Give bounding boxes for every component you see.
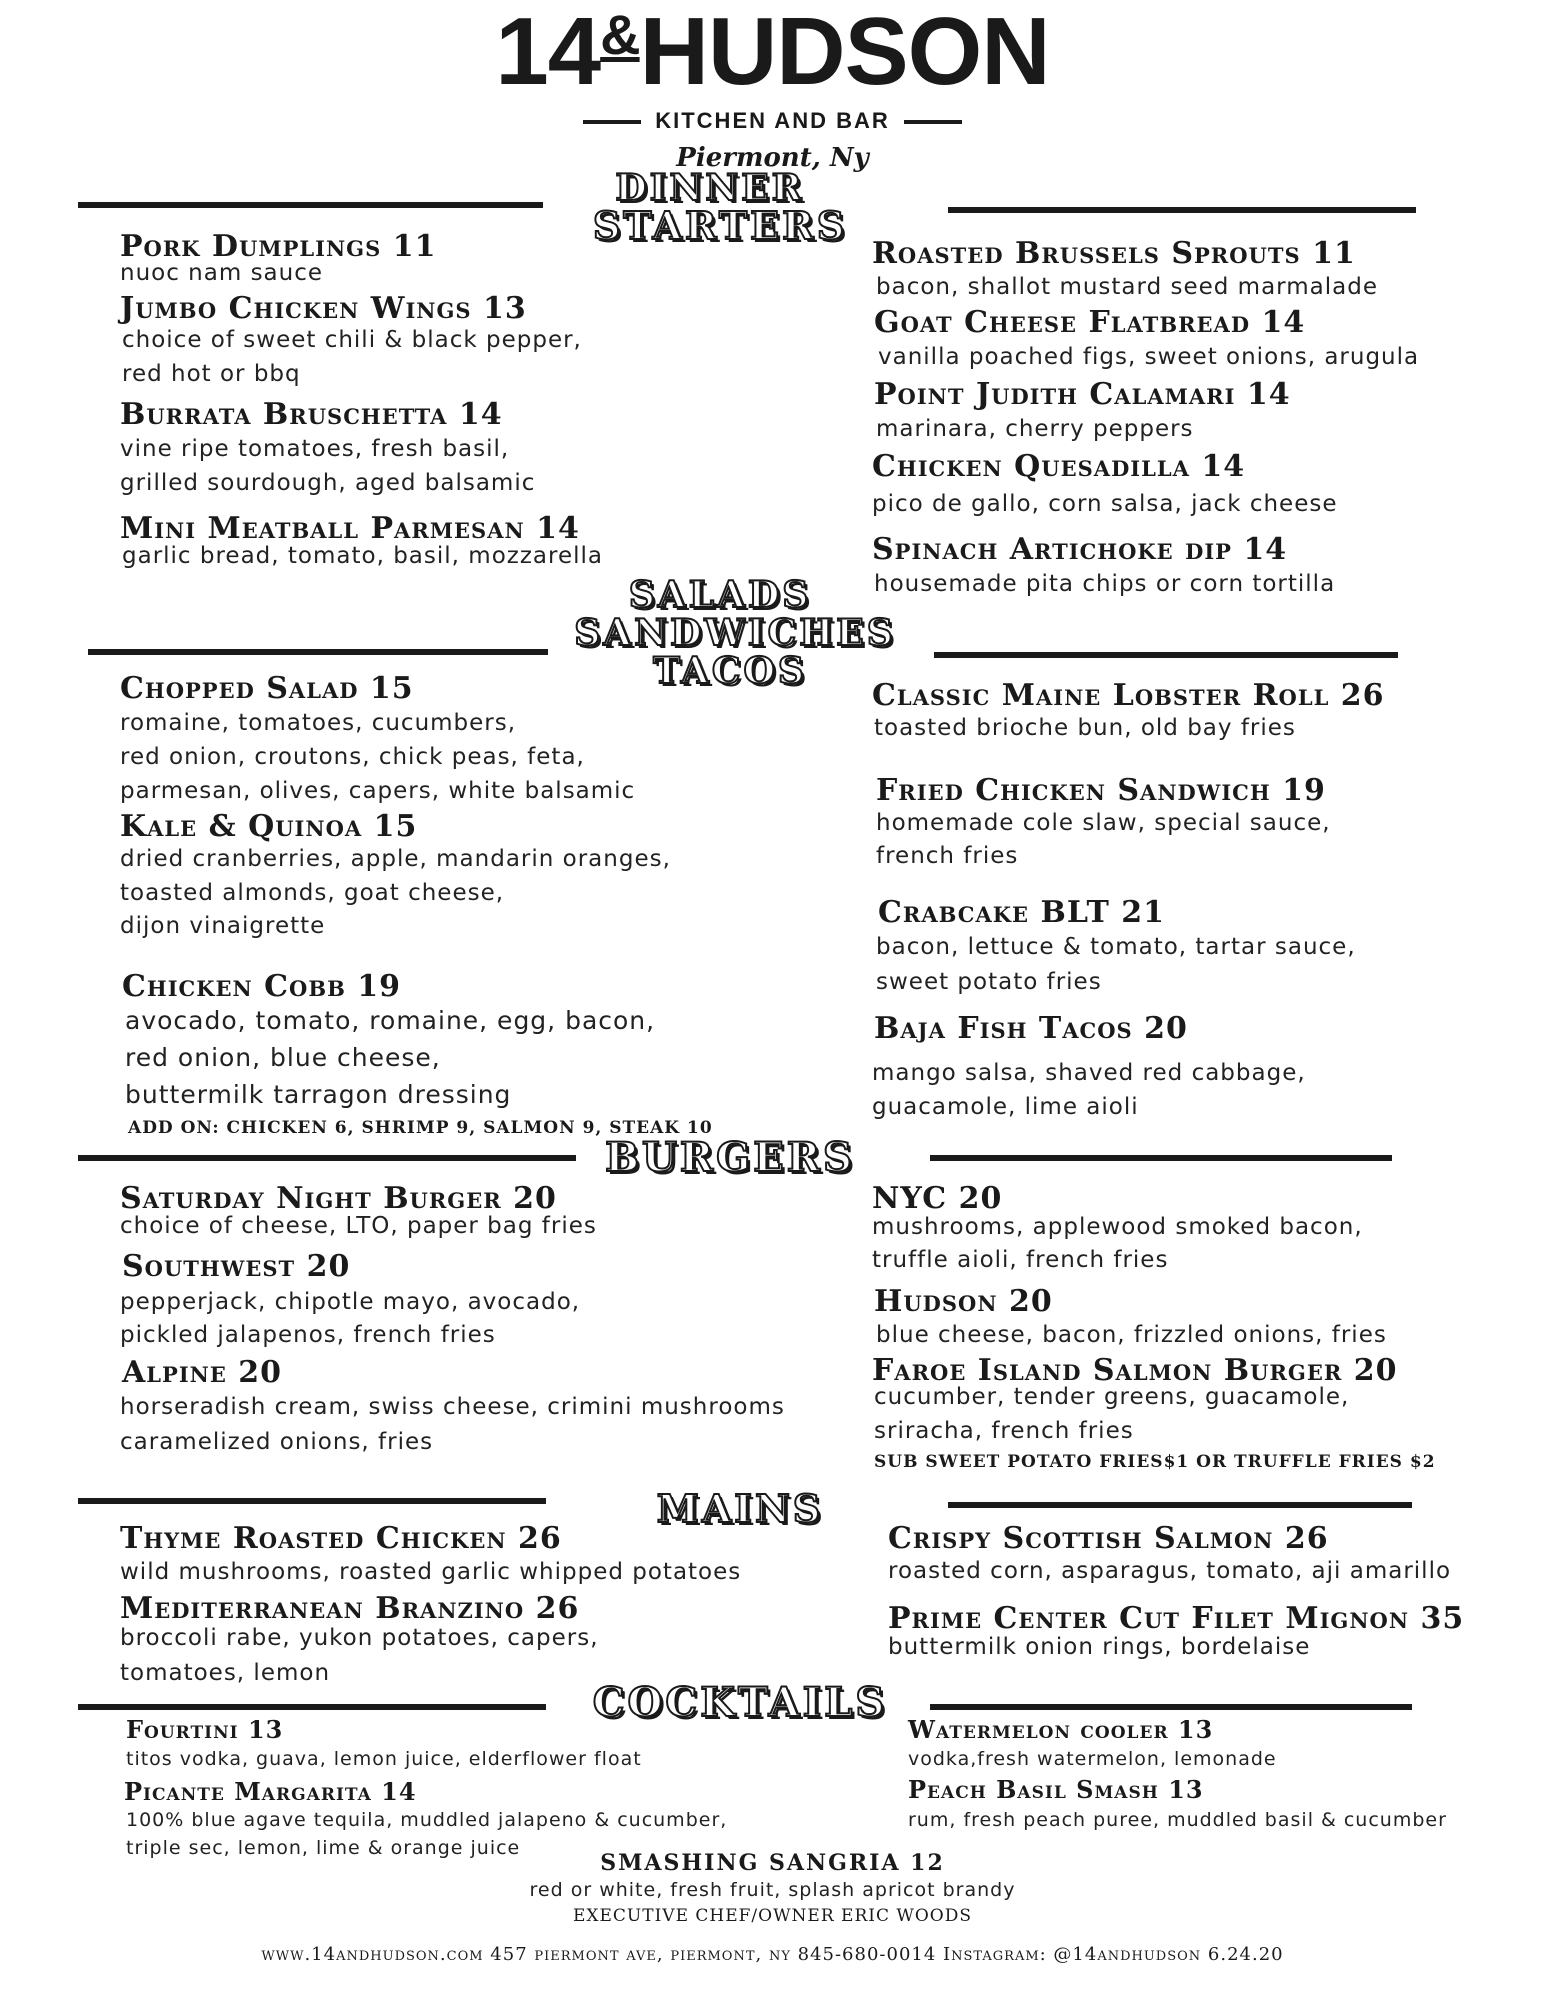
section-rule — [934, 652, 1398, 658]
menu-item-name: Chicken Quesadilla 14 — [872, 449, 1246, 484]
menu-item-name: Alpine 20 — [122, 1355, 283, 1390]
menu-item-desc: buttermilk onion rings, bordelaise — [888, 1634, 1311, 1660]
menu-item-desc: tomatoes, lemon — [120, 1660, 331, 1686]
menu-item-desc: garlic bread, tomato, basil, mozzarella — [122, 543, 603, 569]
menu-item-name: Faroe Island Salmon Burger 20 — [872, 1353, 1398, 1388]
menu-item-desc: bacon, shallot mustard seed marmalade — [876, 274, 1378, 300]
menu-item-desc: avocado, tomato, romaine, egg, bacon, — [125, 1006, 656, 1035]
cocktail-name: Picante Margarita 14 — [124, 1777, 417, 1806]
menu-item-desc: horseradish cream, swiss cheese, crimini mushrooms — [120, 1394, 785, 1420]
menu-item-name: NYC 20 — [872, 1181, 1003, 1216]
section-rule — [948, 1502, 1412, 1508]
logo-word: HUDSON — [639, 0, 1050, 105]
menu-item-name: Chicken Cobb 19 — [122, 969, 402, 1004]
menu-item-desc: bacon, lettuce & tomato, tartar sauce, — [876, 934, 1356, 960]
menu-item-desc: housemade pita chips or corn tortilla — [874, 571, 1336, 597]
subtitle-text: KITCHEN AND BAR — [655, 108, 890, 133]
menu-item-desc: mango salsa, shaved red cabbage, — [872, 1060, 1306, 1086]
logo-subtitle — [0, 108, 1545, 134]
menu-item-desc: marinara, cherry peppers — [876, 416, 1194, 442]
menu-item-desc: red onion, blue cheese, — [125, 1043, 441, 1072]
cocktail-name: Fourtini 13 — [126, 1715, 284, 1744]
menu-item-desc: sriracha, french fries — [874, 1418, 1134, 1444]
divider — [583, 120, 641, 124]
menu-item-name: Thyme Roasted Chicken 26 — [120, 1521, 562, 1556]
cocktail-desc: rum, fresh peach puree, muddled basil & cucumber — [908, 1809, 1447, 1831]
menu-item-desc: dried cranberries, apple, mandarin oranges, — [120, 846, 671, 872]
menu-item-name: Chopped Salad 15 — [120, 671, 414, 706]
menu-item-name: Jumbo Chicken Wings 13 — [120, 291, 527, 326]
cocktail-desc: vodka,fresh watermelon, lemonade — [908, 1748, 1277, 1770]
menu-item-desc: wild mushrooms, roasted garlic whipped potatoes — [120, 1559, 742, 1585]
menu-title: DINNER — [615, 167, 805, 209]
menu-item-name: Fried Chicken Sandwich 19 — [876, 773, 1326, 808]
menu-item-desc: roasted corn, asparagus, tomato, aji amarillo — [888, 1558, 1452, 1584]
cocktail-desc: triple sec, lemon, lime & orange juice — [126, 1837, 521, 1859]
section-rule — [930, 1155, 1392, 1161]
sangria-name: SMASHING SANGRIA 12 — [600, 1850, 945, 1876]
menu-item-name: Crabcake BLT 21 — [878, 895, 1165, 930]
menu-item-name: Baja Fish Tacos 20 — [874, 1011, 1188, 1046]
menu-item-name: Prime Center Cut Filet Mignon 35 — [888, 1601, 1465, 1636]
menu-item-desc: vine ripe tomatoes, fresh basil, — [120, 436, 510, 462]
section-rule — [88, 649, 548, 655]
menu-item-name: Kale & Quinoa 15 — [120, 809, 418, 844]
section-title-starters: STARTERS — [592, 203, 848, 248]
menu-item-desc: buttermilk tarragon dressing — [125, 1080, 512, 1109]
menu-item-name: Spinach Artichoke dip 14 — [872, 532, 1288, 567]
menu-item-name: Saturday Night Burger 20 — [120, 1181, 557, 1216]
menu-item-desc: parmesan, olives, capers, white balsamic — [120, 778, 636, 804]
fries-note: SUB SWEET POTATO FRIES$1 OR TRUFFLE FRIES $2 — [874, 1452, 1436, 1472]
menu-item-desc: nuoc nam sauce — [120, 260, 324, 286]
section-title-tacos: TACOS — [653, 650, 807, 692]
menu-item-name: Southwest 20 — [122, 1249, 351, 1284]
logo-ampersand: & — [600, 3, 640, 66]
menu-item-desc: pickled jalapenos, french fries — [120, 1322, 496, 1348]
section-title-burgers: BURGERS — [605, 1134, 855, 1181]
menu-item-name: Mini Meatball Parmesan 14 — [120, 511, 580, 546]
section-rule — [78, 1498, 546, 1504]
menu-item-desc: pepperjack, chipotle mayo, avocado, — [120, 1289, 581, 1315]
divider — [904, 120, 962, 124]
section-title-cocktails: COCKTAILS — [592, 1679, 888, 1726]
section-rule — [948, 207, 1416, 213]
menu-item-desc: broccoli rabe, yukon potatoes, capers, — [120, 1625, 599, 1651]
sangria-desc: red or white, fresh fruit, splash apricot brandy — [529, 1879, 1016, 1901]
cocktail-name: Peach Basil Smash 13 — [908, 1775, 1204, 1804]
section-title-salads: SALADS — [628, 574, 812, 616]
footer-contact: www.14andhudson.com 457 piermont ave, piermont, ny 845-680-0014 Instagram: @14andhudson 6.24.20 — [261, 1944, 1284, 1965]
menu-item-desc: mushrooms, applewood smoked bacon, — [872, 1214, 1363, 1240]
menu-item-desc: truffle aioli, french fries — [872, 1247, 1169, 1273]
menu-item-desc: grilled sourdough, aged balsamic — [120, 470, 536, 496]
chef-credit: EXECUTIVE CHEF/OWNER ERIC WOODS — [572, 1906, 973, 1926]
cocktail-desc: 100% blue agave tequila, muddled jalapeno & cucumber, — [126, 1809, 728, 1831]
menu-item-name: Crispy Scottish Salmon 26 — [888, 1521, 1329, 1556]
menu-item-desc: romaine, tomatoes, cucumbers, — [120, 710, 517, 736]
restaurant-logo — [0, 0, 1545, 105]
menu-item-desc: blue cheese, bacon, frizzled onions, fries — [876, 1322, 1387, 1348]
cocktail-name: Watermelon cooler 13 — [908, 1715, 1214, 1744]
menu-item-desc: toasted almonds, goat cheese, — [120, 880, 505, 906]
menu-item-desc: red hot or bbq — [122, 361, 301, 387]
menu-item-desc: pico de gallo, corn salsa, jack cheese — [872, 491, 1338, 517]
menu-item-desc: french fries — [876, 843, 1019, 869]
menu-item-name: Mediterranean Branzino 26 — [120, 1591, 580, 1626]
section-rule — [78, 1704, 546, 1710]
menu-item-name: Burrata Bruschetta 14 — [120, 397, 503, 432]
menu-item-desc: red onion, croutons, chick peas, feta, — [120, 744, 585, 770]
menu-item-desc: caramelized onions, fries — [120, 1429, 434, 1455]
section-title-mains: MAINS — [656, 1486, 824, 1531]
location-script: Piermont, Ny — [676, 143, 869, 173]
menu-item-desc: choice of sweet chili & black pepper, — [122, 327, 582, 353]
menu-item-desc: choice of cheese, LTO, paper bag fries — [120, 1213, 597, 1239]
section-rule — [930, 1704, 1412, 1710]
menu-item-desc: cucumber, tender greens, guacamole, — [874, 1384, 1350, 1410]
menu-item-desc: vanilla poached figs, sweet onions, arugula — [878, 344, 1420, 370]
menu-item-desc: guacamole, lime aioli — [872, 1094, 1139, 1120]
section-rule — [78, 1155, 576, 1161]
section-rule — [78, 202, 543, 208]
menu-item-name: Classic Maine Lobster Roll 26 — [872, 678, 1385, 713]
section-title-sandwiches: SANDWICHES — [574, 612, 896, 654]
menu-item-desc: homemade cole slaw, special sauce, — [876, 810, 1331, 836]
menu-item-name: Point Judith Calamari 14 — [874, 377, 1291, 412]
logo-number: 14 — [495, 0, 601, 105]
menu-item-desc: dijon vinaigrette — [120, 913, 326, 939]
menu-item-desc: toasted brioche bun, old bay fries — [874, 715, 1296, 741]
cocktail-desc: titos vodka, guava, lemon juice, elderflower float — [126, 1748, 642, 1770]
add-on-note: ADD ON: CHICKEN 6, SHRIMP 9, SALMON 9, STEAK 10 — [128, 1118, 713, 1138]
menu-item-name: Pork Dumplings 11 — [120, 229, 437, 264]
menu-item-name: Goat Cheese Flatbread 14 — [874, 305, 1306, 340]
menu-item-desc: sweet potato fries — [876, 969, 1102, 995]
menu-item-name: Roasted Brussels Sprouts 11 — [872, 236, 1356, 271]
menu-item-name: Hudson 20 — [874, 1284, 1053, 1319]
